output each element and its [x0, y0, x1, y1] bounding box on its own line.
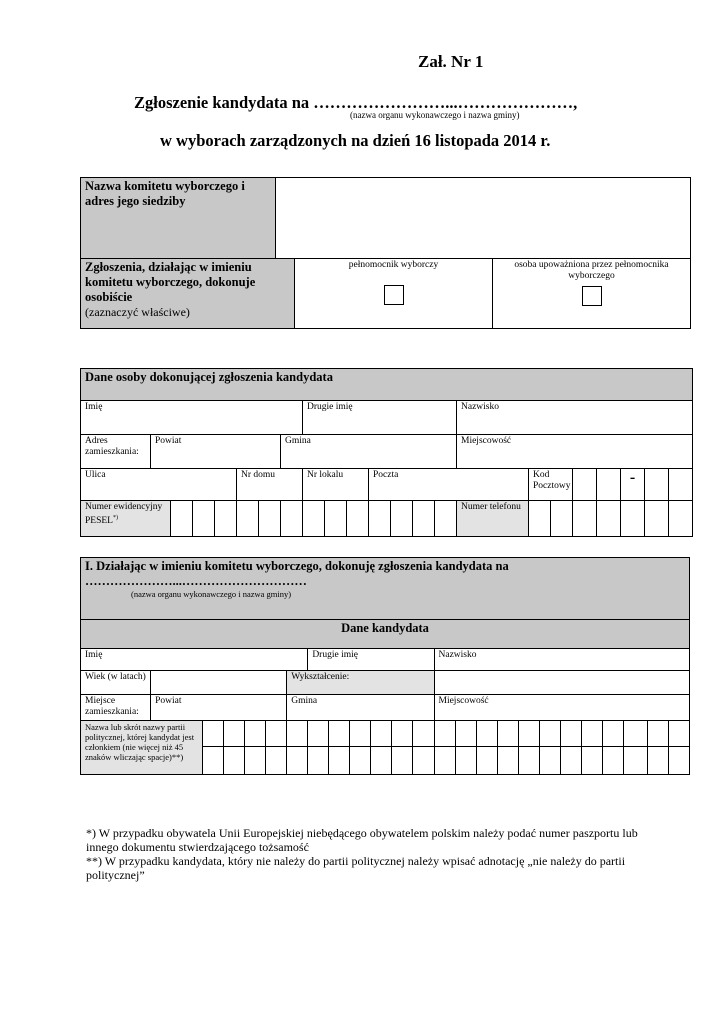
candidate-age-field[interactable] [151, 671, 287, 695]
person-post-office[interactable]: Poczta [369, 469, 529, 501]
candidate-surname[interactable]: Nazwisko [434, 649, 690, 671]
party-char-box[interactable] [581, 747, 602, 775]
party-char-box[interactable] [392, 747, 413, 775]
party-char-box[interactable] [668, 747, 689, 775]
phone-digit-box[interactable] [529, 501, 551, 537]
postal-code-box[interactable] [669, 469, 693, 501]
party-char-box[interactable] [371, 721, 392, 747]
party-char-box[interactable] [329, 721, 350, 747]
candidate-education-field[interactable] [434, 671, 690, 695]
postal-code-box[interactable] [573, 469, 597, 501]
option-authorized-label: osoba upoważniona przez pełnomocnika wyborczego [514, 260, 669, 281]
party-char-box[interactable] [455, 747, 476, 775]
party-char-box[interactable] [455, 721, 476, 747]
party-char-box[interactable] [497, 747, 518, 775]
candidate-second-name[interactable]: Drugie imię [308, 649, 434, 671]
postal-code-box[interactable] [645, 469, 669, 501]
candidate-heading-hint: (nazwa organu wykonawczego i nazwa gminy) [131, 589, 292, 599]
party-char-box[interactable] [413, 747, 434, 775]
candidate-first-name[interactable]: Imię [81, 649, 308, 671]
candidate-education-label: Wykształcenie: [287, 671, 434, 695]
acting-note: (zaznaczyć właściwe) [85, 305, 190, 319]
pesel-digit-box[interactable] [391, 501, 413, 537]
phone-digit-box[interactable] [669, 501, 693, 537]
party-char-box[interactable] [308, 747, 329, 775]
person-house-number[interactable]: Nr domu [237, 469, 303, 501]
person-heading: Dane osoby dokonującej zgłoszenia kandydata [81, 369, 693, 401]
committee-name-field[interactable] [276, 178, 691, 259]
pesel-digit-box[interactable] [259, 501, 281, 537]
party-char-box[interactable] [623, 721, 647, 747]
candidate-residence-label: Miejsce zamieszkania: [81, 695, 151, 721]
party-char-box[interactable] [350, 721, 371, 747]
acting-label-cell [81, 259, 295, 329]
person-pesel-label [81, 501, 171, 537]
candidate-county[interactable]: Powiat [151, 695, 287, 721]
party-char-box[interactable] [476, 721, 497, 747]
postal-code-box[interactable] [597, 469, 621, 501]
form-subtitle: w wyborach zarządzonych na dzień 16 listopada 2014 r. [160, 131, 551, 150]
party-char-box[interactable] [647, 721, 668, 747]
option-authorized-checkbox[interactable] [582, 286, 602, 306]
person-town[interactable]: Miejscowość [457, 435, 693, 469]
phone-digit-box[interactable] [551, 501, 573, 537]
party-char-box[interactable] [224, 721, 245, 747]
pesel-digit-box[interactable] [193, 501, 215, 537]
party-char-box[interactable] [266, 747, 287, 775]
form-title-hint: (nazwa organu wykonawczego i nazwa gminy) [350, 110, 520, 120]
option-proxy-label: pełnomocnik wyborczy [348, 260, 439, 270]
person-postal-code-label: Kod Pocztowy [529, 469, 573, 501]
party-char-box[interactable] [560, 747, 581, 775]
person-street[interactable]: Ulica [81, 469, 237, 501]
person-second-name[interactable]: Drugie imię [303, 401, 457, 435]
party-char-box[interactable] [647, 747, 668, 775]
option-authorized-cell [493, 259, 691, 329]
candidate-commune[interactable]: Gmina [287, 695, 434, 721]
footnote-2: **) W przypadku kandydata, który nie należy do partii politycznej należy wpisać adnotację „nie należy do partii politycznej” [86, 854, 626, 882]
phone-digit-box[interactable] [621, 501, 645, 537]
pesel-footnote-mark: *) [112, 515, 118, 521]
party-char-box[interactable] [434, 721, 455, 747]
party-char-box[interactable] [413, 721, 434, 747]
person-flat-number[interactable]: Nr lokalu [303, 469, 369, 501]
party-char-box[interactable] [623, 747, 647, 775]
person-phone-label: Numer telefonu [457, 501, 529, 537]
pesel-digit-box[interactable] [171, 501, 193, 537]
party-char-box[interactable] [518, 747, 539, 775]
party-char-box[interactable] [602, 747, 623, 775]
pesel-digit-box[interactable] [369, 501, 391, 537]
party-char-box[interactable] [224, 747, 245, 775]
pesel-label-text: Numer ewidencyjny PESEL [85, 502, 163, 527]
phone-digit-box[interactable] [573, 501, 597, 537]
option-proxy-cell [295, 259, 493, 329]
party-char-box[interactable] [245, 721, 266, 747]
party-char-box[interactable] [539, 747, 560, 775]
acting-label: Zgłoszenia, działając w imieniu komitetu wyborczego, dokonuje osobiście [85, 260, 256, 304]
option-proxy-checkbox[interactable] [384, 285, 404, 305]
candidate-heading-cell [81, 558, 690, 620]
party-char-box[interactable] [581, 721, 602, 747]
party-char-box[interactable] [287, 721, 308, 747]
party-char-box[interactable] [668, 721, 689, 747]
person-table [80, 368, 693, 537]
footnotes [86, 826, 656, 882]
pesel-digit-box[interactable] [435, 501, 457, 537]
footnote-1: *) W przypadku obywatela Unii Europejskiej niebędącego obywatelem polskim należy podać numer paszportu lub innego dokumentu stwierdzającego tożsamość [86, 826, 638, 854]
candidate-heading-dots: …………………...………………………… [85, 574, 307, 588]
person-surname[interactable]: Nazwisko [457, 401, 693, 435]
pesel-digit-box[interactable] [281, 501, 303, 537]
candidate-table [80, 557, 690, 775]
party-char-box[interactable] [560, 721, 581, 747]
party-char-box[interactable] [539, 721, 560, 747]
party-char-box[interactable] [266, 721, 287, 747]
form-title: Zgłoszenie kandydata na ……………………...…………………, [134, 93, 578, 112]
pesel-digit-box[interactable] [215, 501, 237, 537]
party-char-box[interactable] [245, 747, 266, 775]
party-char-box[interactable] [392, 721, 413, 747]
candidate-data-heading: Dane kandydata [81, 620, 690, 649]
person-first-name[interactable]: Imię [81, 401, 303, 435]
party-char-box[interactable] [203, 747, 224, 775]
pesel-digit-box[interactable] [237, 501, 259, 537]
party-char-box[interactable] [497, 721, 518, 747]
party-char-box[interactable] [518, 721, 539, 747]
party-char-box[interactable] [308, 721, 329, 747]
candidate-age-label: Wiek (w latach) [81, 671, 151, 695]
pesel-digit-box[interactable] [303, 501, 325, 537]
person-commune[interactable]: Gmina [281, 435, 457, 469]
pesel-digit-box[interactable] [413, 501, 435, 537]
pesel-digit-box[interactable] [325, 501, 347, 537]
party-char-box[interactable] [287, 747, 308, 775]
candidate-party-label: Nazwa lub skrót nazwy partii politycznej, której kandydat jest członkiem (nie więcej niż 45 znaków wliczając spacje)**) [81, 721, 203, 775]
phone-digit-box[interactable] [597, 501, 621, 537]
party-char-box[interactable] [203, 721, 224, 747]
person-county[interactable]: Powiat [151, 435, 281, 469]
party-char-box[interactable] [476, 747, 497, 775]
phone-digit-box[interactable] [645, 501, 669, 537]
committee-name-label: Nazwa komitetu wyborczego i adres jego siedziby [81, 178, 276, 259]
pesel-digit-box[interactable] [347, 501, 369, 537]
committee-table [80, 177, 691, 329]
person-address-label: Adres zamieszkania: [81, 435, 151, 469]
party-char-box[interactable] [329, 747, 350, 775]
party-char-box[interactable] [602, 721, 623, 747]
candidate-heading: I. Działając w imieniu komitetu wyborczego, dokonuję zgłoszenia kandydata na [85, 559, 509, 573]
attachment-number: Zał. Nr 1 [418, 52, 484, 71]
postal-code-dash: - [621, 469, 645, 501]
party-char-box[interactable] [350, 747, 371, 775]
party-char-box[interactable] [371, 747, 392, 775]
party-char-box[interactable] [434, 747, 455, 775]
candidate-town[interactable]: Miejscowość [434, 695, 690, 721]
